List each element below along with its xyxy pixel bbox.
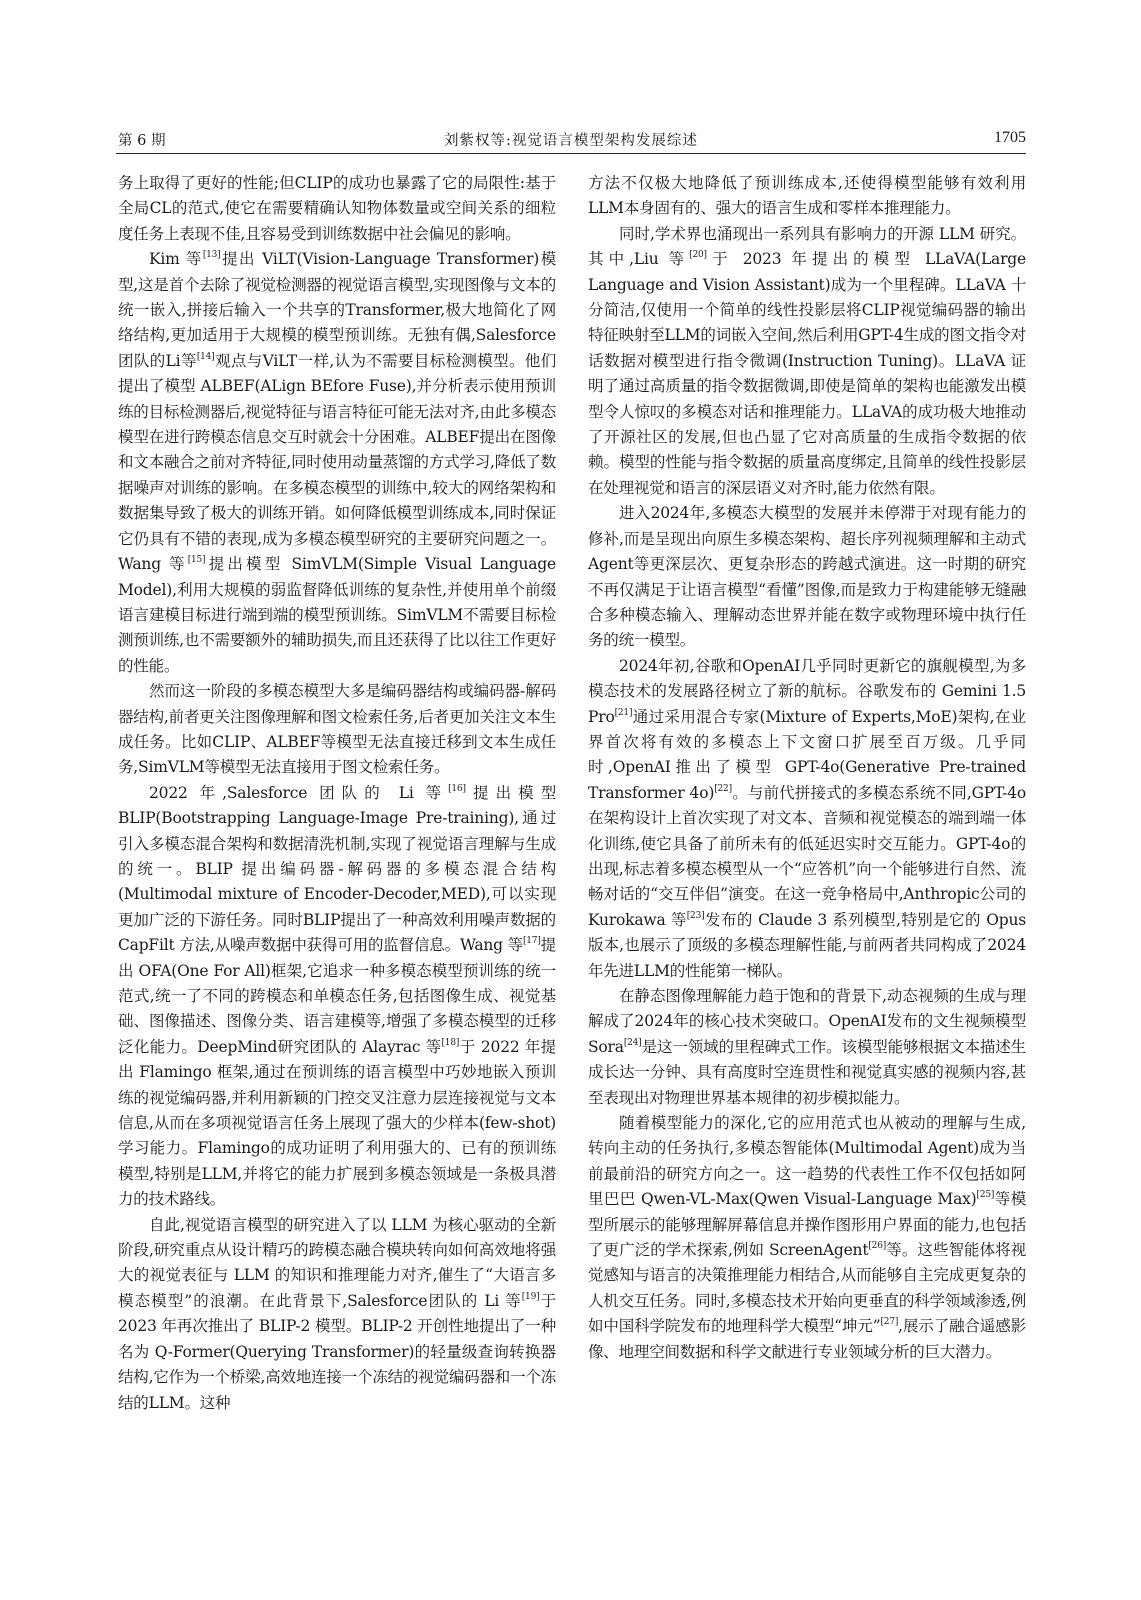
citation-reference: [16] <box>448 783 466 794</box>
paragraph: 进入2024年,多模态大模型的发展并未停滞于对现有能力的修补,而是呈现出向原生多模态架构、超长序列视频理解和主动式Agent等更深层次、更复杂形态的跨越式演进。这一时期的研究不再仅满足于让语言模型“看懂”图像,而是致力于构建能够无缝融合多种模态输入、理解动态世界并能在数字或物理环境中执行任务的统一模型。 <box>588 504 1026 650</box>
citation-reference: [21] <box>614 707 633 718</box>
citation-reference: [17] <box>522 936 541 947</box>
citation-reference: [26] <box>868 1241 887 1252</box>
left-column <box>118 171 556 1416</box>
citation-reference: [25] <box>976 1190 995 1201</box>
running-title: 刘紫权等:视觉语言模型架构发展综述 <box>444 133 698 149</box>
paragraph: 2022 年,Salesforce 团队的 Li 等[16]提出模型 BLIP(Bootstrapping Language-Image Pre-training),通过引入多模态混合架构和数据清洗机制,实现了视觉语言理解与生成的统一。BLIP 提出编码器-解码器的多模态混合结构(Multimodal mixture of Encoder-Decoder,MED),可以实现更加广泛的下游任务。同时BLIP提出了一种高效利用噪声数据的 CapFilt 方法,从噪声数据中获得可用的监督信息。Wang 等[17]提出 OFA(One For All)框架,它追求一种多模态模型预训练的统一范式,统一了不同的跨模态和单模态任务,包括图像生成、视觉基础、图像描述、图像分类、语言建模等,增强了多模态模型的迁移泛化能力。DeepMind研究团队的 Alayrac 等[18]于 2022 年提出 Flamingo 框架,通过在预训练的语言模型中巧妙地嵌入预训练的视觉编码器,并利用新颖的门控交叉注意力层连接视觉与文本信息,从而在多项视觉语言任务上展现了强大的少样本(few-shot)学习能力。Flamingo的成功证明了利用强大的、已有的预训练模型,特别是LLM,并将它的能力扩展到多模态领域是一条极具潜力的技术路线。 <box>118 783 556 1209</box>
citation-reference: [15] <box>187 555 206 566</box>
citation-reference: [14] <box>196 351 215 362</box>
running-header <box>116 127 1026 154</box>
citation-reference: [13] <box>202 250 221 261</box>
paragraph: 自此,视觉语言模型的研究进入了以 LLM 为核心驱动的全新阶段,研究重点从设计精巧的跨模态融合模块转向如何高效地将强大的视觉表征与 LLM 的知识和推理能力对齐,催生了“大语言多模态模型”的浪潮。在此背景下,Salesforce团队的 Li 等[19]于 2023 年再次推出了 BLIP-2 模型。BLIP-2 开创性地提出了一种名为 Q-Former(Querying Transformer)的轻量级查询转换器结构,它作为一个桥梁,高效地连接一个冻结的视觉编码器和一个冻结的LLM。这种 <box>118 1215 556 1412</box>
citation-reference: [22] <box>714 783 732 794</box>
citation-reference: [27] <box>880 1317 899 1328</box>
citation-reference: [18] <box>441 1037 460 1048</box>
paragraph: 在静态图像理解能力趋于饱和的背景下,动态视频的生成与理解成了2024年的核心技术突破口。OpenAI发布的文生视频模型 Sora[24]是这一领域的里程碑式工作。该模型能够根据文本描述生成长达一分钟、具有高度时空连贯性和视觉真实感的视频内容,甚至表现出对物理世界基本规律的初步模拟能力。 <box>588 987 1026 1107</box>
citation-reference: [24] <box>623 1037 642 1048</box>
right-column <box>588 171 1026 1365</box>
citation-reference: [20] <box>689 250 707 261</box>
paragraph: 随着模型能力的深化,它的应用范式也从被动的理解与生成,转向主动的任务执行,多模态智能体(Multimodal Agent)成为当前最前沿的研究方向之一。这一趋势的代表性工作不仅包括如阿里巴巴 Qwen-VL-Max(Qwen Visual-Language Max)[25]等模型所展示的能够理解屏幕信息并操作图形用户界面的能力,也包括了更广泛的学术探索,例如 ScreenAgent[26]等。这些智能体将视觉感知与语言的决策推理能力相结合,从而能够自主完成更复杂的人机交互任务。同时,多模态技术开始向更垂直的科学领域渗透,例如中国科学院发布的地理科学大模型“坤元”[27],展示了融合遥感影像、地理空间数据和科学文献进行专业领域分析的巨大潜力。 <box>588 1114 1027 1361</box>
paragraph: 2024年初,谷歌和OpenAI几乎同时更新它的旗舰模型,为多模态技术的发展路径树立了新的航标。谷歌发布的 Gemini 1.5 Pro[21]通过采用混合专家(Mixture of Experts,MoE)架构,在业界首次将有效的多模态上下文窗口扩展至百万级。几乎同时,OpenAI推出了模型 GPT-4o(Generative Pre-trained Transformer 4o)[22]。与前代拼接式的多模态系统不同,GPT-4o在架构设计上首次实现了对文本、音频和视觉模态的端到端一体化训练,使它具备了前所未有的低延迟实时交互能力。GPT-4o的出现,标志着多模态模型从一个“应答机”向一个能够进行自然、流畅对话的“交互伴侣”演变。在这一竞争格局中,Anthropic公司的 Kurokawa 等[23]发布的 Claude 3 系列模型,特别是它的 Opus 版本,也展示了顶级的多模态理解性能,与前两者共同构成了2024年先进LLM的性能第一梯队。 <box>588 656 1026 980</box>
citation-reference: [19] <box>521 1291 540 1302</box>
issue-number: 第 6 期 <box>118 133 166 149</box>
citation-reference: [23] <box>686 910 705 921</box>
paragraph: Kim 等[13]提出 ViLT(Vision-Language Transformer)模型,这是首个去除了视觉检测器的视觉语言模型,实现图像与文本的统一嵌入,拼接后输入一个共享的Transformer,极大地简化了网络结构,更加适用于大规模的模型预训练。无独有偶,Salesforce团队的Li等[14]观点与ViLT一样,认为不需要目标检测模型。他们提出了模型 ALBEF(ALign BEfore Fuse),并分析表示使用预训练的目标检测器后,视觉特征与语言特征可能无法对齐,由此多模态模型在进行跨模态信息交互时就会十分困难。ALBEF提出在图像和文本融合之前对齐特征,同时使用动量蒸馏的方式学习,降低了数据噪声对训练的影响。在多模态模型的训练中,较大的网络架构和数据集导致了极大的训练开销。如何降低模型训练成本,同时保证它仍具有不错的表现,成为多模态模型研究的主要研究问题之一。Wang 等[15]提出模型 SimVLM(Simple Visual Language Model),利用大规模的弱监督降低训练的复杂性,并使用单个前缀语言建模目标进行端到端的模型预训练。SimVLM不需要目标检测预训练,也不需要额外的辅助损失,而且还获得了比以往工作更好的性能。 <box>118 250 557 675</box>
paragraph: 然而这一阶段的多模态模型大多是编码器结构或编码器-解码器结构,前者更关注图像理解和图文检索任务,后者更加关注文本生成任务。比如CLIP、ALBEF等模型无法直接迁移到文本生成任务,SimVLM等模型无法直接用于图文检索任务。 <box>118 682 556 777</box>
paragraph: 方法不仅极大地降低了预训练成本,还使得模型能够有效利用LLM本身固有的、强大的语言生成和零样本推理能力。 <box>588 174 1026 218</box>
paragraph: 务上取得了更好的性能;但CLIP的成功也暴露了它的局限性:基于全局CL的范式,使它在需要精确认知物体数量或空间关系的细粒度任务上表现不佳,且容易受到训练数据中社会偏见的影响。 <box>118 174 556 243</box>
paragraph: 同时,学术界也涌现出一系列具有影响力的开源 LLM 研究。其中,Liu 等[20]于 2023 年提出的模型 LLaVA(Large Language and Vision Assistant)成为一个里程碑。LLaVA 十分简洁,仅使用一个简单的线性投影层将CLIP视觉编码器的输出特征映射至LLM的词嵌入空间,然后利用GPT-4生成的图文指令对话数据对模型进行指令微调(Instruction Tuning)。LLaVA 证明了通过高质量的指令数据微调,即使是简单的架构也能激发出模型令人惊叹的多模态对话和推理能力。LLaVA的成功极大地推动了开源社区的发展,但也凸显了它对高质量的生成指令数据的依赖。模型的性能与指令数据的质量高度绑定,且简单的线性投影层在处理视觉和语言的深层语义对齐时,能力依然有限。 <box>588 224 1026 497</box>
page-number: 1705 <box>994 129 1026 146</box>
